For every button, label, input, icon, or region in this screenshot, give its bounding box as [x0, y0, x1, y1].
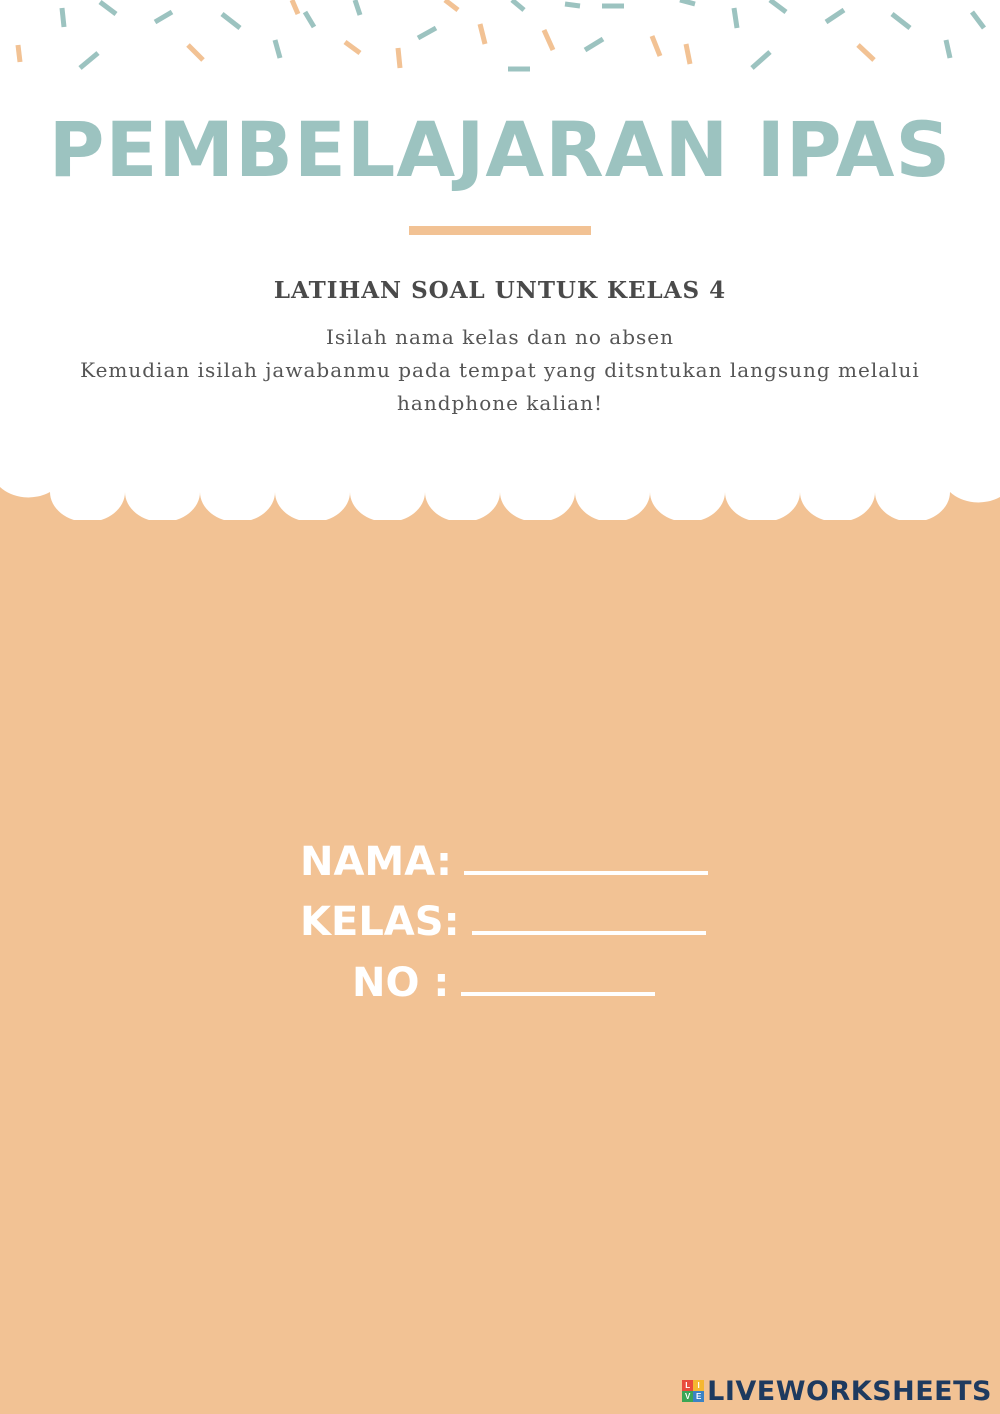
no-label: NO :	[352, 960, 450, 1006]
subtitle: LATIHAN SOAL UNTUK KELAS 4	[273, 277, 727, 304]
kelas-line	[300, 895, 706, 945]
page-title: PEMBELAJARAN IPAS	[48, 105, 952, 194]
liveworksheets-logo[interactable]	[682, 1376, 992, 1406]
nama-line	[300, 835, 708, 885]
instructions	[40, 321, 960, 420]
nama-blank[interactable]	[464, 835, 708, 875]
no-blank[interactable]	[461, 956, 655, 996]
logo-mark-icon: L I V E	[682, 1380, 704, 1402]
logo-text: LIVEWORKSHEETS	[707, 1375, 992, 1407]
nama-label: NAMA:	[300, 839, 452, 885]
confetti-decoration	[0, 0, 1000, 80]
instruction-line: handphone kalian!	[397, 391, 603, 415]
instruction-line: Isilah nama kelas dan no absen	[325, 325, 675, 349]
kelas-blank[interactable]	[472, 895, 706, 935]
scalloped-edge	[0, 487, 1000, 522]
title-divider	[409, 226, 591, 235]
kelas-label: KELAS:	[300, 899, 460, 945]
instruction-line: Kemudian isilah jawabanmu pada tempat yang ditsntukan langsung melalui	[80, 358, 920, 382]
no-line	[352, 956, 655, 1006]
